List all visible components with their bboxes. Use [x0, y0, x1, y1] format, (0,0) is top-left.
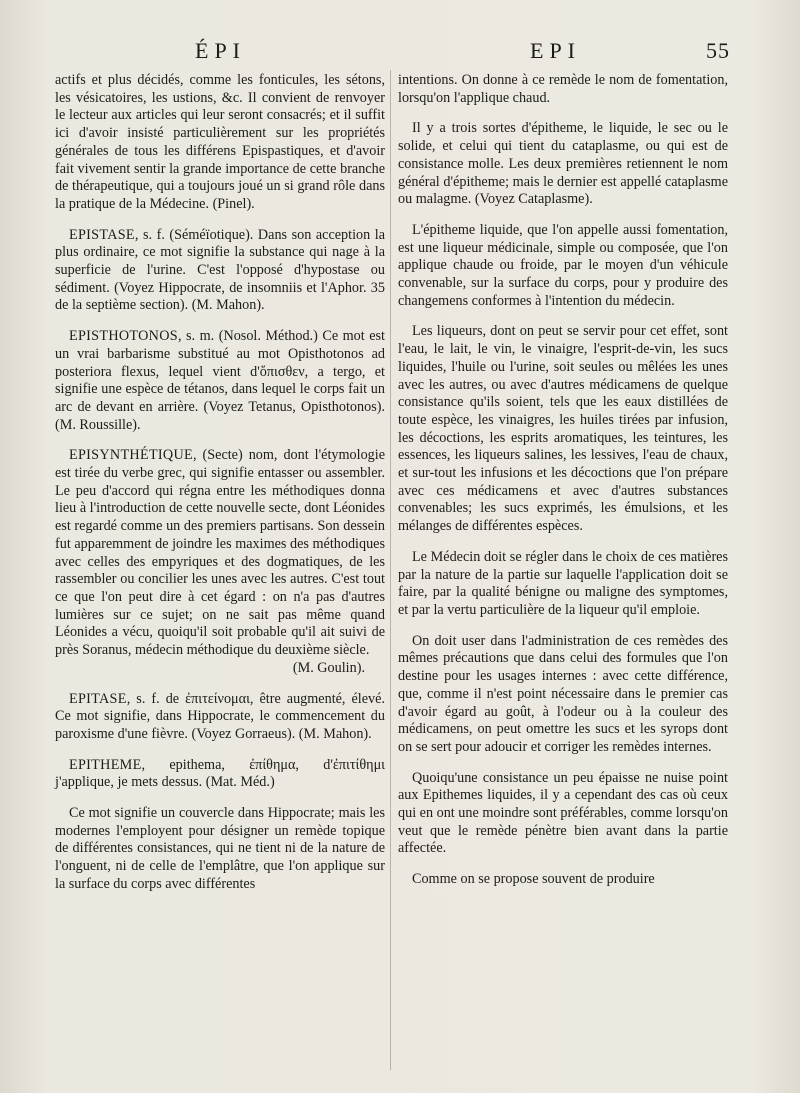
headword-episthotonos: EPISTHOTONOS [69, 328, 178, 345]
running-header [0, 38, 800, 68]
entry-episynthetique-text: , (Secte) nom, dont l'étymologie est tirée du verbe grec, qui signifie entasser ou assembler. Le peu d'accord qui régna entre les méthodiques donna lieu à l'introduction de cette nouvelle secte, dont Léonides est regardé comme un des premiers partisans. Son dessein fut apparemment de joindre les maximes des méthodiques avec celles des empyriques et des dogmatiques, de les rassembler ou concilier les unes avec les autres. C'est tout ce que l'on peut dire à cet égard : on n'a pas d'autres lumières sur ce sujet; on ne sait pas même quand Léonides a vécu, quoiqu'il soit probable qu'il ait suivi de près Soranus, médecin méthodique du deuxième siècle. [55, 447, 385, 659]
headword-epitase: EPITASE [69, 690, 127, 707]
header-right-title: EPI [530, 38, 581, 63]
entry-episynthetique [55, 447, 385, 659]
signature-goulin: (M. Goulin). [292, 659, 365, 676]
right-paragraph-2: Il y a trois sortes d'épitheme, le liquide, le sec ou le solide, et celui qui tient du cataplasme, ou qui est de consistance molle. Les deux premières retiennent le nom général d'épitheme; mais le dernier est appellé cataplasme ou malagme. (Voyez Cataplasme). [398, 120, 728, 208]
right-paragraph-3: L'épitheme liquide, que l'on appelle aussi fomentation, est une liqueur médicinale, simple ou composée, que l'on applique chaude ou froide, par le moyen d'un véhicule convenable, sur la surface du corps, pour y produire des changemens conformes à l'intention du médecin. [398, 221, 728, 309]
right-paragraph-4: Les liqueurs, dont on peut se servir pour cet effet, sont l'eau, le lait, le vin, le vinaigre, l'esprit-de-vin, les sucs liquides, l'huile ou l'urine, soit seules ou mêlées les unes avec les autres, ou avec d'autres médicamens de quelque consistance qu'ils soient, tels que les eaux distillées de toute espèce, les vinaigres, les huiles tirées par infusion, les décoctions, les esprits aromatiques, les teintures, les essences, les liqueurs salines, les lessives, l'eau de chaux, et sur-tout les infusions et les décoctions que l'on prépare avec ces médicamens et avec d'autres substances convenables; les sucs exprimés, les émulsions, et les mélanges de différentes espèces. [398, 323, 728, 535]
intro-paragraph: actifs et plus décidés, comme les fonticules, les sétons, les vésicatoires, les ustions, &c. Il convient de renvoyer le lecteur aux articles qui leur seront consacrés; et il suffit ici d'avoir insisté particulièrement sur les propriétés générales de tous les différens Epispastiques, et d'avoir fait vivement sentir la grande importance de cette branche de thérapeutique, qui a toujours joué un si grand rôle dans la pratique de la Médecine. (Pinel). [55, 72, 385, 212]
right-paragraph-7: Quoiqu'une consistance un peu épaisse ne nuise point aux Epithemes liquides, il y a cependant des cas où ceux qui en ont une moindre sont préférables, comme lorsqu'on veut que le remède pénètre bien avant dans la partie affectée. [398, 769, 728, 857]
header-left-title: ÉPI [195, 38, 246, 63]
right-paragraph-5: Le Médecin doit se régler dans le choix de ces matières par la nature de la partie sur laquelle l'application doit se faire, par la qualité bénigne ou maligne des symptomes, et par la vertu particulière de la liqueur qu'il emploie. [398, 548, 728, 618]
headword-episynthetique: EPISYNTHÉTIQUE [69, 447, 193, 464]
closing-paragraph: Ce mot signifie un couvercle dans Hippocrate; mais les modernes l'employent pour désigner un remède topique de différentes consistances, qui ne tient ni de la nature de l'onguent, ni de celle de l'emplâtre, que l'on applique sur la surface du corps avec différentes [55, 805, 385, 892]
headword-epistase: EPISTASE [69, 226, 135, 243]
entry-episthotonos-text: , s. m. (Nosol. Méthod.) Ce mot est un vrai barbarisme substitué au mot Opisthotonos ad posteriora flexus, lequel vient d'ὄπισθεν, a tergo, et signifie une espèce de tétanos, dans lequel le corps fait un arc de devant en arrière. (Voyez Tetanus, Opisthotonos). (M. Roussille). [55, 328, 385, 433]
entry-epitase-text: , s. f. de ἐπιτείνομαι, être augmenté, élevé. Ce mot signifie, dans Hippocrate, le commencement du paroxisme d'une fièvre. (Voyez Gorraeus). (M. Mahon). [55, 690, 385, 742]
right-paragraph-1: intentions. On donne à ce remède le nom de fomentation, lorsqu'on l'applique chaud. [398, 72, 728, 106]
entry-epistase-text: , s. f. (Séméïotique). Dans son acception la plus ordinaire, ce mot signifie la substance qui nage à la superficie de l'urine. C'est l'opposé d'hypostase ou sédiment. (Voyez Hippocrate, de insomniis et l'Aphor. 35 de la septième section). (M. Mahon). [55, 226, 385, 314]
entry-epitheme-text: , epithema, ἐπίθημα, d'ἐπιτίθημι j'applique, je mets dessus. (Mat. Méd.) [55, 756, 385, 791]
left-column [55, 72, 385, 894]
entry-episthotonos [55, 328, 385, 434]
headword-epitheme: EPITHEME [69, 756, 142, 773]
right-paragraph-6: On doit user dans l'administration de ces remèdes des mêmes précautions que dans celui des formules que l'on destine pour les usages internes : avec cette différence, que, comme il n'est point nécessaire dans le premier cas d'avoir égard au goût, à l'odeur ou à la couleur des médicamens, on peut omettre les sucs et les syrops dont on se sert pour adoucir et corriger les remèdes internes. [398, 632, 728, 755]
right-paragraph-8: Comme on se propose souvent de produire [412, 871, 655, 888]
entry-epistase [55, 227, 385, 316]
entry-epitheme [55, 757, 385, 792]
page-number: 55 [706, 38, 730, 63]
right-column [398, 72, 728, 889]
entry-epitase [55, 691, 385, 744]
column-divider [390, 70, 391, 1070]
